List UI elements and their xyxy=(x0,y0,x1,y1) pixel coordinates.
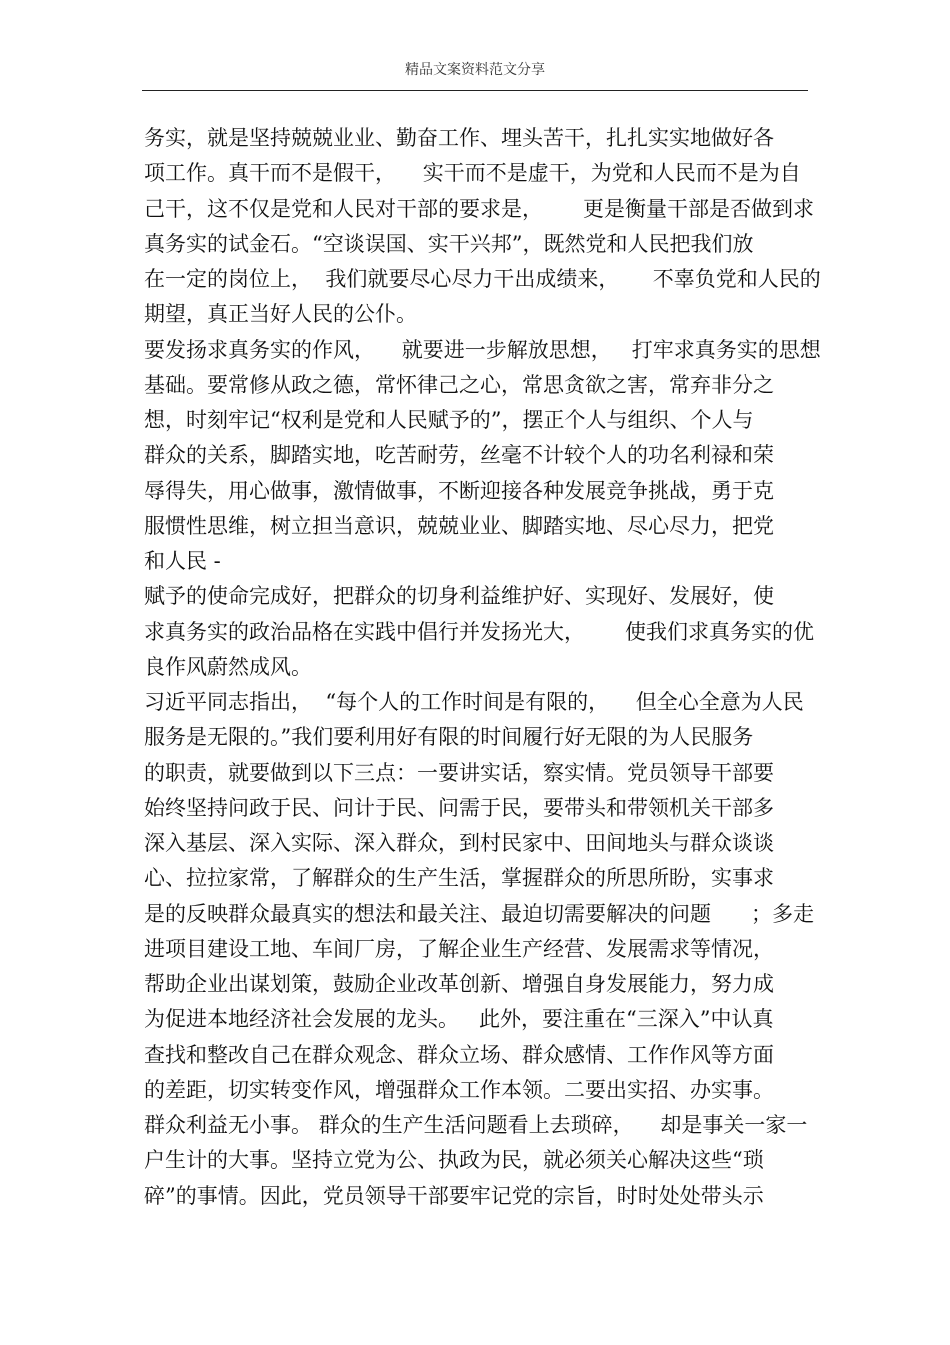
text-line: 进项目建设工地、车间厂房，了解企业生产经营、发展需求等情况， xyxy=(144,936,774,961)
text-line: 期望，真正当好人民的公仆。 xyxy=(144,302,417,327)
text-line: 真务实的试金石。“空谈误国、实干兴邦”，既然党和人民把我们放 xyxy=(144,231,754,256)
text-line: 心、拉拉家常，了解群众的生产生活，掌握群众的所思所盼，实事求 xyxy=(144,866,774,891)
text-line: 服务是无限的。”我们要利用好有限的时间履行好无限的为人民服务 xyxy=(144,725,754,750)
text-line: 群众的关系，脚踏实地，吃苦耐劳，丝毫不计较个人的功名利禄和荣 xyxy=(144,443,774,468)
text-line: 在一定的岗位上， 我们就要尽心尽力干出成绩来， 不辜负党和人民的 xyxy=(144,267,821,291)
text-line: 为促进本地经济社会发展的龙头。 此外，要注重在“三深入”中认真 xyxy=(144,1007,774,1032)
text-line: 基础。要常修从政之德，常怀律己之心，常思贪欲之害，常弃非分之 xyxy=(144,372,774,397)
text-line: 的差距，切实转变作风，增强群众工作本领。二要出实招、办实事。 xyxy=(144,1077,774,1102)
text-line: 户生计的大事。坚持立党为公、执政为民，就必须关心解决这些“琐 xyxy=(144,1148,764,1173)
body-text xyxy=(144,121,824,1214)
text-line: 查找和整改自己在群众观念、群众立场、群众感情、工作作风等方面 xyxy=(144,1042,774,1067)
text-line: 己干，这不仅是党和人民对干部的要求是， 更是衡量干部是否做到求 xyxy=(144,196,815,221)
text-line: 的职责，就要做到以下三点：一要讲实话，察实情。党员领导干部要 xyxy=(144,760,774,785)
text-line: 项工作。真干而不是假干， 实干而不是虚干，为党和人民而不是为自 xyxy=(144,161,801,186)
text-line: 辱得失，用心做事，激情做事，不断迎接各种发展竞争挑战，勇于克 xyxy=(144,478,774,503)
text-line: 群众利益无小事。 群众的生产生活问题看上去琐碎， 却是事关一家一 xyxy=(144,1113,808,1137)
text-line: 服惯性思维，树立担当意识，兢兢业业、脚踏实地、尽心尽力，把党 xyxy=(144,513,774,538)
text-line: 求真务实的政治品格在实践中倡行并发扬光大， 使我们求真务实的优 xyxy=(144,619,815,644)
text-line: 务实，就是坚持兢兢业业、勤奋工作、埋头苦干，扎扎实实地做好各 xyxy=(144,126,774,150)
page-header-title: 精品文案资料范文分享 xyxy=(405,62,545,78)
text-line: 要发扬求真务实的作风， 就要进一步解放思想， 打牢求真务实的思想 xyxy=(144,337,821,362)
text-line: 帮助企业出谋划策，鼓励企业改革创新、增强自身发展能力，努力成 xyxy=(144,972,774,996)
text-line: 想，时刻牢记“权利是党和人民赋予的”，摆正个人与组织、个人与 xyxy=(144,408,754,432)
text-line: 是的反映群众最真实的想法和最关注、最迫切需要解决的问题 ；多走 xyxy=(144,901,815,926)
text-line: 深入基层、深入实际、深入群众，到村民家中、田间地头与群众谈谈 xyxy=(144,831,774,855)
text-line: 始终坚持问政于民、问计于民、问需于民，要带头和带领机关干部多 xyxy=(144,795,774,820)
text-line: 碎”的事情。因此，党员领导干部要牢记党的宗旨，时时处处带头示 xyxy=(144,1183,764,1208)
text-line: 良作风蔚然成风。 xyxy=(144,654,312,679)
text-line: 习近平同志指出， “每个人的工作时间是有限的， 但全心全意为人民 xyxy=(144,690,804,714)
text-line: 和人民 - xyxy=(144,549,221,573)
text-line: 赋予的使命完成好，把群众的切身利益维护好、实现好、发展好，使 xyxy=(144,584,774,609)
header-divider xyxy=(142,90,808,91)
